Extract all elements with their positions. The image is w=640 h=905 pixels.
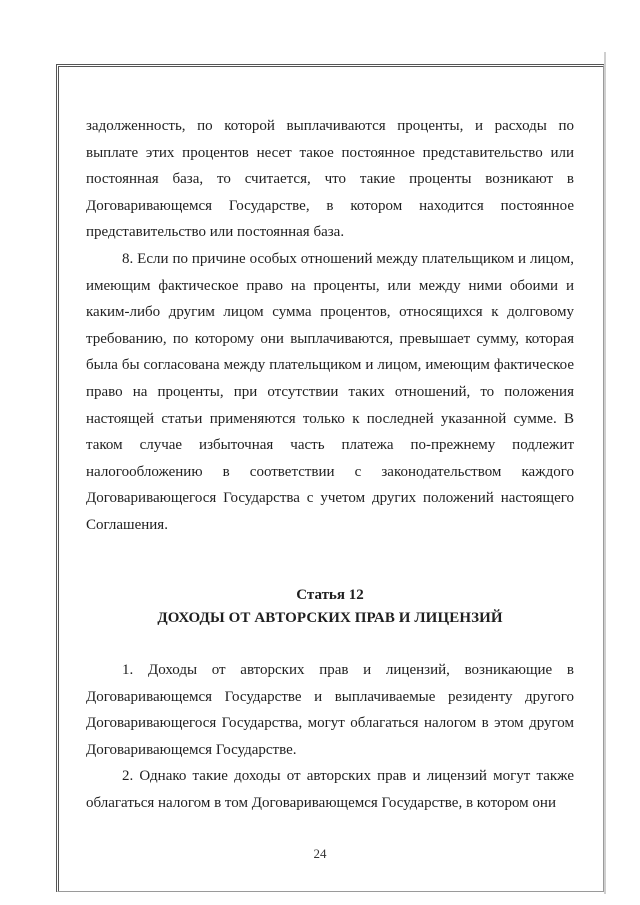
document-body-article: [86, 657, 574, 817]
paragraph-item-1: 1. Доходы от авторских прав и лицензий, возникающие в Договаривающемся Государстве и выплачиваемые резиденту другого Договаривающегося Государства, могут облагаться налогом в этом другом Договаривающемся Государстве.: [86, 662, 574, 758]
document-body-top: [86, 113, 574, 539]
article-number: Статья 12: [296, 587, 364, 603]
paragraph-continuation: задолженность, по которой выплачиваются проценты, и расходы по выплате этих процентов несет такое постоянное представительство или постоянная база, то считается, что такие проценты возникают в Договаривающемся Государстве, в котором находится постоянное представительство или постоянная база.: [86, 118, 574, 241]
page-edge: [604, 52, 606, 894]
paragraph-item-8: 8. Если по причине особых отношений между плательщиком и лицом, имеющим фактическое право на проценты, или между ними обоими и каким-либо другим лицом сумма процентов, относящихся к долговому требованию, по которому они выплачиваются, превышает сумму, которая была бы согласована между плательщиком и лицом, имеющим фактическое право на проценты, при отсутствии таких отношений, то положения настоящей статьи применяются только к последней указанной сумме. В таком случае избыточная часть платежа по-прежнему подлежит налогообложению в соответствии с законодательством каждого Договаривающегося Государства с учетом других положений настоящего Соглашения.: [86, 250, 574, 533]
page-number: 24: [313, 846, 327, 861]
article-title: ДОХОДЫ ОТ АВТОРСКИХ ПРАВ И ЛИЦЕНЗИЙ: [157, 610, 503, 626]
paragraph-item-2: 2. Однако такие доходы от авторских прав и лицензий могут также облагаться налогом в том Договаривающемся Государстве, в котором они: [86, 768, 574, 811]
